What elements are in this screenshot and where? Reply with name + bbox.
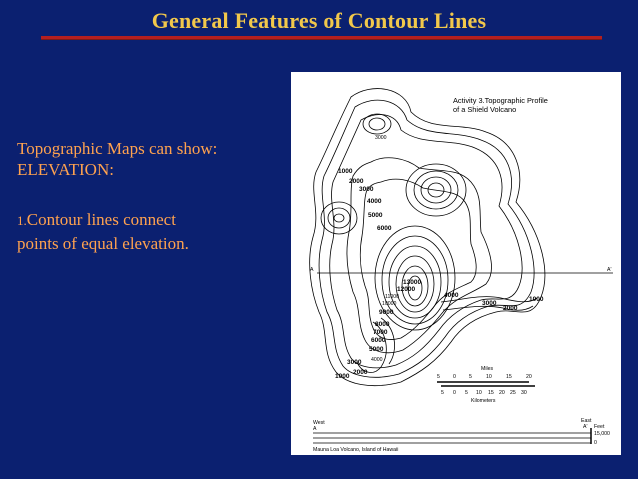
contour-label: 12000 [397, 286, 416, 293]
scale-km-label: Kilometers [471, 398, 496, 404]
contour-label: 2000 [353, 369, 368, 376]
profile-east-label: East [581, 418, 592, 424]
profile-zero-label: 0 [594, 440, 597, 446]
profile-feet-label: Feet [594, 424, 605, 430]
scale-tick: 5 [465, 390, 468, 396]
contour-label: 1000 [529, 296, 544, 303]
contour-label: 2000 [349, 178, 364, 185]
scale-tick: 5 [469, 374, 472, 380]
scale-tick: 10 [486, 374, 492, 380]
scale-tick: 5 [441, 390, 444, 396]
contour-lines [310, 89, 545, 386]
scale-tick: 5 [437, 374, 440, 380]
profile-a-label: A [313, 426, 317, 432]
profile-label-a-prime: A' [607, 267, 612, 273]
scale-tick: 15 [506, 374, 512, 380]
contour-label: 3000 [347, 359, 362, 366]
scale-tick: 10 [476, 390, 482, 396]
contour-label: 5000 [369, 346, 384, 353]
contour-label: 11000 [385, 294, 400, 300]
scale-tick: 25 [510, 390, 516, 396]
scale-tick: 20 [526, 374, 532, 380]
profile-feet-value: 15,000 [594, 431, 610, 437]
profile-west-label: West [313, 420, 325, 426]
text-line-2: ELEVATION: [17, 160, 114, 179]
figure-heading-1: Activity 3.Topographic Profile [453, 96, 548, 105]
scale-bar [437, 366, 535, 404]
contour-label: 4000 [371, 357, 383, 363]
contour-label: 10000 [382, 301, 397, 307]
contour-label: 8000 [375, 321, 390, 328]
contour-label: 6000 [377, 225, 392, 232]
topographic-map-svg [291, 72, 621, 455]
profile-frame [313, 418, 610, 453]
scale-tick: 0 [453, 390, 456, 396]
topographic-map-figure [291, 72, 621, 455]
profile-label-a: A [310, 267, 314, 273]
contour-label: 5000 [368, 212, 383, 219]
contour-label: 3000 [359, 186, 374, 193]
scale-tick: 30 [521, 390, 527, 396]
title-underline-shadow [41, 39, 602, 40]
slide-title: General Features of Contour Lines [151, 8, 487, 33]
contour-label: 4000 [444, 292, 459, 299]
contour-label: 13000 [403, 279, 422, 286]
text-line-3 [17, 209, 176, 231]
contour-label: 6000 [371, 337, 386, 344]
profile-a-prime-label: A' [583, 424, 588, 430]
contour-label: 7000 [373, 329, 388, 336]
contour-label: 3000 [375, 135, 387, 141]
text-line-1: Topographic Maps can show: [17, 139, 218, 158]
contour-label: 3000 [482, 300, 497, 307]
scale-miles-label: Miles [481, 366, 494, 372]
contour-label: 9000 [379, 309, 394, 316]
figure-caption: Mauna Loa Volcano, Island of Hawaii [313, 447, 399, 453]
text-line-4: points of equal elevation. [17, 234, 189, 253]
scale-tick: 15 [488, 390, 494, 396]
scale-tick: 0 [453, 374, 456, 380]
list-number: 1. [17, 213, 27, 228]
figure-heading-2: of a Shield Volcano [453, 105, 517, 114]
contour-label: 1000 [338, 168, 353, 175]
contour-label: 4000 [367, 198, 382, 205]
text-line-3-body: Contour lines connect [26, 210, 176, 229]
contour-label: 1000 [335, 373, 350, 380]
contour-label: 2000 [503, 305, 518, 312]
scale-tick: 20 [499, 390, 505, 396]
